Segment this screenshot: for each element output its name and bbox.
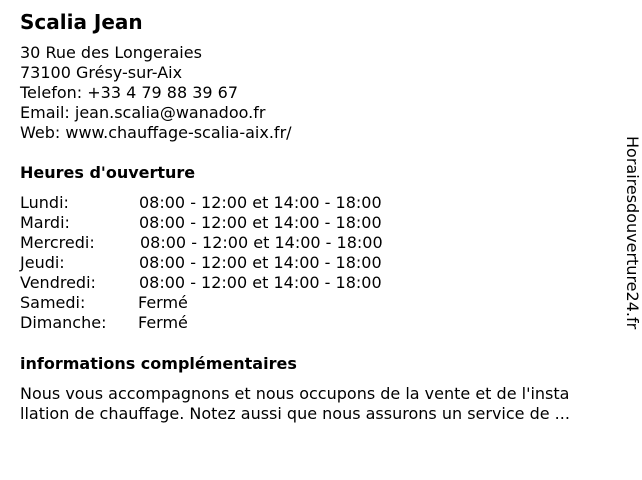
hours-value: Fermé [138,293,188,312]
hours-value: 08:00 - 12:00 et 14:00 - 18:00 [139,193,382,212]
email-address[interactable]: Email: jean.scalia@wanadoo.fr [20,103,266,122]
day-label: Samedi: [20,293,86,312]
opening-hours-table [20,193,383,333]
opening-hours-heading: Heures d'ouverture [20,163,196,182]
day-label: Jeudi: [20,253,65,272]
business-name: Scalia Jean [20,10,143,34]
hours-value: 08:00 - 12:00 et 14:00 - 18:00 [140,233,383,252]
hours-value: 08:00 - 12:00 et 14:00 - 18:00 [139,273,382,292]
address-street: 30 Rue des Longeraies [20,43,202,62]
site-watermark: Horairesdouverture24.fr [623,136,642,330]
day-label: Lundi: [20,193,69,212]
hours-row-friday [20,273,382,293]
hours-row-wednesday [20,233,383,253]
hours-row-saturday [20,293,188,313]
phone-number[interactable]: Telefon: +33 4 79 88 39 67 [20,83,239,102]
hours-value: 08:00 - 12:00 et 14:00 - 18:00 [139,253,382,272]
additional-info-heading: informations complémentaires [20,354,297,373]
hours-value: Fermé [138,313,188,332]
additional-info-text [20,384,625,424]
day-label: Dimanche: [20,313,107,332]
description-line: llation de chauffage. Notez aussi que nous assurons un service de ... [20,404,570,423]
day-label: Mercredi: [20,233,95,252]
hours-row-thursday [20,253,382,273]
hours-row-tuesday [20,213,382,233]
day-label: Mardi: [20,213,70,232]
hours-row-monday [20,193,382,213]
hours-value: 08:00 - 12:00 et 14:00 - 18:00 [139,213,382,232]
description-line: Nous vous accompagnons et nous occupons de la vente et de l'insta [20,384,570,403]
address-city: 73100 Grésy-sur-Aix [20,63,183,82]
website-link[interactable]: Web: www.chauffage-scalia-aix.fr/ [20,123,292,142]
hours-row-sunday [20,313,188,333]
day-label: Vendredi: [20,273,96,292]
contact-block [20,43,292,143]
